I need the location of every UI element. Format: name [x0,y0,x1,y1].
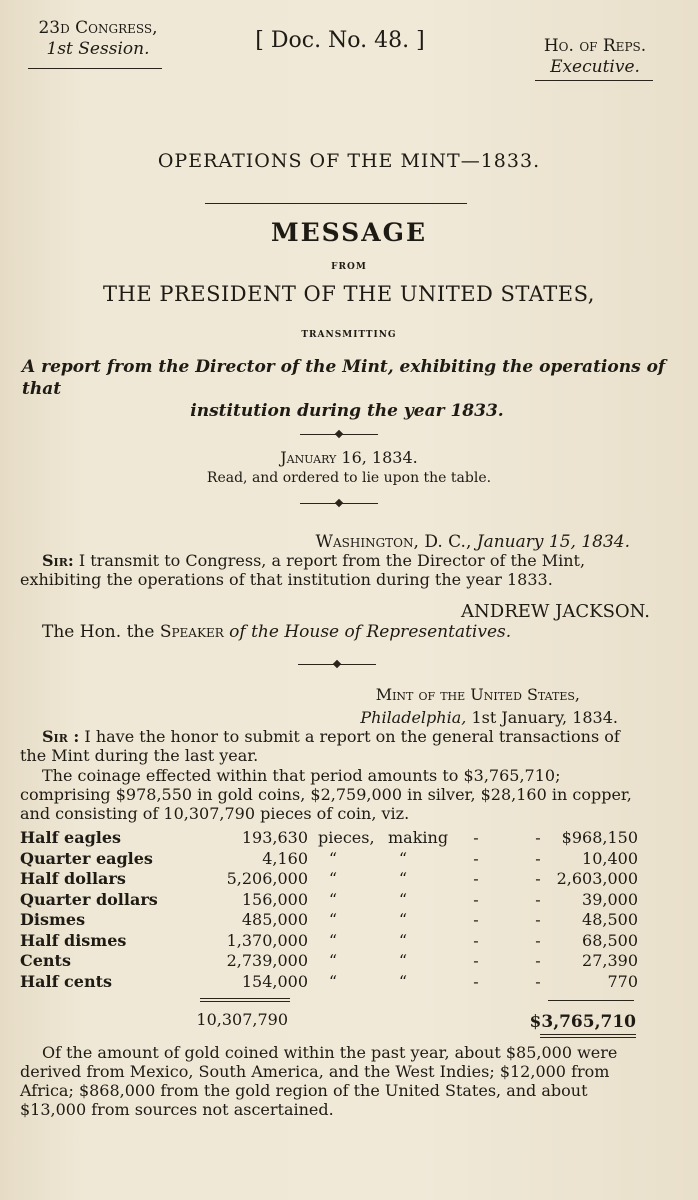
leader-dash: - [535,971,541,991]
header-right-rule [535,80,653,81]
coin-ditto: “ [398,971,408,991]
report-description [22,356,672,422]
ornament-divider [298,664,376,665]
house-header [520,36,670,78]
coin-ditto: “ [328,910,338,929]
president-signature: ANDREW JACKSON. [461,601,650,622]
addressee-prefix: The Hon. the [42,622,155,642]
coin-name: Quarter dollars [20,889,158,909]
coin-count: 4,160 [262,848,308,868]
table-row [18,951,648,972]
leader-dash: - [473,869,479,888]
leader-dash: - [535,889,541,909]
session-label: 1st Session. [46,39,150,59]
coin-ditto: “ [398,910,408,929]
letter1-date: January 15, 1834. [476,532,630,552]
coin-name: Half eagles [20,828,122,847]
value-total-rule [548,1000,634,1001]
document-title: OPERATIONS OF THE MINT—1833. [157,150,541,172]
coin-count: 1,370,000 [226,930,308,950]
leader-dash: - [535,951,541,970]
coin-count: 156,000 [241,889,308,909]
table-row [18,849,648,870]
congress-label: 23d Congress, [38,18,158,38]
leader-dash: - [473,971,479,991]
coin-count: 5,206,000 [226,869,308,888]
coin-name: Half dollars [20,869,126,888]
leader-dash: - [535,869,541,888]
coin-value: 48,500 [582,910,638,929]
read-note: Read, and ordered to lie upon the table. [206,470,492,486]
leader-dash: - [473,930,479,950]
leader-dash: - [473,828,479,847]
house-label: Ho. of Reps. [543,36,647,56]
table-row [18,931,648,952]
coin-name: Dismes [20,910,86,929]
doc-number: [ Doc. No. 48. ] [255,28,425,53]
gold-origin-paragraph: Of the amount of gold coined within the past year, about $85,000 were derived from Mexico, South America, and the West Indies; $12,000 from Africa; $868,000 from the gold region of the United States, and about $13,000 from sources not ascertained. [20,1043,618,1119]
president-heading: THE PRESIDENT OF THE UNITED STATES, [103,282,595,306]
coinage-summary: The coinage effected within that period amounts to $3,765,710; comprising $978,550 in gold coins, $2,759,000 in silver, $28,160 in copper, and consisting of 10,307,790 pieces of coin, viz. [20,766,632,823]
leader-dash: - [535,828,541,847]
title-rule [205,203,467,204]
table-row [18,910,648,931]
category-label: Executive. [550,57,640,77]
letter2-place: Philadelphia, [360,708,467,727]
value-double-rule-a [540,1034,636,1035]
coin-ditto: “ [328,889,338,909]
ornament-divider [300,434,378,435]
total-pieces: 10,307,790 [196,1010,288,1029]
leader-dash: - [535,848,541,868]
coin-ditto: “ [398,869,408,888]
coin-ditto: “ [328,971,338,991]
coin-value: 68,500 [582,930,638,950]
letter1-text: I transmit to Congress, a report from the Director of the Mint, exhibiting the operations of that institution during the year 1833. [20,551,586,589]
coin-value: 10,400 [582,848,638,868]
leader-dash: - [473,951,479,970]
letter2-date: 1st January, [471,708,568,727]
coin-ditto: pieces, [318,828,375,847]
coin-name: Cents [20,951,71,970]
leader-dash: - [473,910,479,929]
coin-ditto: “ [328,869,338,888]
coin-name: Half dismes [20,930,127,950]
letter2-salutation: Sir : [42,727,80,746]
coin-value: 2,603,000 [556,869,638,888]
ornament-divider [300,503,378,504]
letter2-intro [20,727,640,765]
mint-heading: Mint of the United States, [375,685,580,704]
document-date: January 16, 1834. [280,448,418,467]
coin-value: 770 [607,971,638,991]
coin-value: 27,390 [582,951,638,970]
table-row [18,828,648,849]
message-heading: MESSAGE [270,218,428,247]
coin-ditto: “ [328,930,338,950]
letter2-year: 1834. [572,708,618,727]
letter1-place: Washington, D. C., [315,532,472,552]
coin-ditto: “ [328,848,338,868]
coin-ditto: making [388,828,449,847]
count-total-rule [200,998,290,999]
leader-dash: - [535,930,541,950]
addressee-speaker: Speaker [159,622,224,642]
coin-ditto: “ [328,951,338,970]
coin-name: Quarter eagles [20,848,153,868]
count-total-rule-2 [200,1001,290,1002]
addressee-house: of the House of Representatives. [229,622,512,642]
value-double-rule-b [540,1037,636,1038]
coin-count: 193,630 [241,828,308,847]
header-left-rule [28,68,162,69]
report-line-2: institution during the year 1833. [190,401,504,421]
letter1-salutation: Sir: [42,551,74,570]
table-row [18,869,648,890]
coin-count: 154,000 [241,971,308,991]
letter1-addressee [42,622,662,642]
transmitting-label: TRANSMITTING [301,330,397,340]
coin-ditto: “ [398,930,408,950]
letter2-location [240,708,618,727]
leader-dash: - [473,848,479,868]
coin-count: 485,000 [241,910,308,929]
leader-dash: - [535,910,541,929]
from-label: FROM [331,262,367,272]
letter1-body [20,551,650,589]
total-value: $3,765,710 [529,1012,636,1032]
coinage-table [18,828,648,992]
coin-name: Half cents [20,971,112,991]
coin-value: $968,150 [561,828,638,847]
report-line-1: A report from the Director of the Mint, exhibiting the operations of that [22,357,666,399]
coin-ditto: “ [398,848,408,868]
leader-dash: - [473,889,479,909]
letter2-intro-text: I have the honor to submit a report on the general transactions of the Mint during the last year. [20,727,620,765]
congress-session-header [28,18,168,60]
table-row [18,890,648,911]
letter1-location [240,532,630,552]
coin-count: 2,739,000 [226,951,308,970]
coin-value: 39,000 [582,889,638,909]
coin-ditto: “ [398,951,408,970]
table-row [18,972,648,993]
coin-ditto: “ [398,889,408,909]
